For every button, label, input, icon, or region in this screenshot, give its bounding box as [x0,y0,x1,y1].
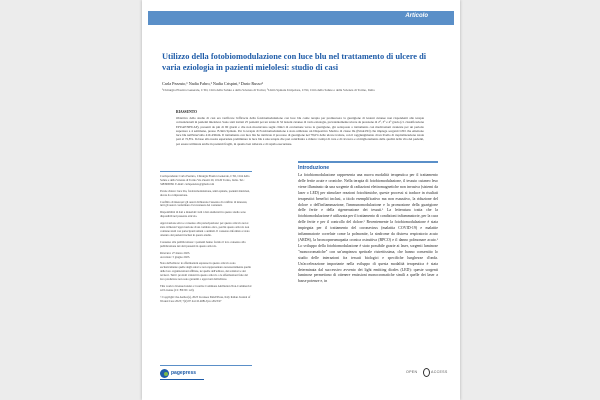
copyright-statement: ©Copyright: the Author(s), 2023 Licensee PAGEPress, Italy Italian Journal of Wound Care 2023; 7(2):97 doi:10.4081/ijwc.2023.97 [160,294,251,303]
accepted-date: Accettato: 5 giugno 2023. [160,254,191,259]
license-statement: This work is licensed under a Creative Commons Attribution Non-Commercial 4.0 License (CC BY-NC 4.0). [160,283,252,292]
correspondence: Corrispondente: Carla Pezzuto, Chirurgia Plastica Generale, CTO, Città della Salute e della Scienza di Torino Via Zuretti 29, 10126 Torino, Italia. Tel.: 3483900991 E-mail: carlapezzuto@gmail.com [160,174,250,186]
keywords: Parole chiave: luce blu, fotobiomodulazione, unità spinale, pazienti mielolesi, ulcere da compressione. [160,188,250,197]
publication-consent: Consenso alla pubblicazione: i pazienti hanno fornito il loro consenso alla pubblicazione dei dati presenti in questo articolo. [160,239,246,248]
open-access-logo [406,368,448,380]
publisher-logo [160,368,204,380]
abstract-heading: RIASSUNTO [176,110,197,114]
intro-heading: Introduzione [298,165,330,171]
article-title: Utilizzo della fotobiomodulazione con luce blu nel trattamento di ulcere di varia eziologia in pazienti mielolesi: studio di casi [162,52,427,72]
publisher-note: Nota dell'editore: le affermazioni espresse in questo articolo sono esclusivamente quelle degli autori e non rappresentano necessariamente quelle delle loro organizzazioni affiliate, né quelle dell'editore, dei redattori e dei revisori. Tutti i prodotti valutati in questo articolo o le affermazioni fatte dal loro produttore non sono garantiti o approvati dall'editore. [160,261,251,282]
conflict-of-interest: Conflitto di interessi: gli autori dichiarano l'assenza di conflitto di interessi, tutti gli autori confermano l'accuratezza dei contenuti. [160,199,248,208]
article-info-sidebar [160,171,252,366]
open-access-left: OPEN [406,370,418,374]
ethics-statement: Approvazione etica e consenso alla partecipazione: per questo articolo non è stata richiesta l'approvazione di un comitato etico, perché questo articolo non contiene studi con partecipanti umani o animali. Il consenso informato è stato ottenuto dai pazienti inclusi in questo studio. [160,221,250,237]
intro-text: La fotobiomodulazione rappresenta una nuova modalità terapeutica per il trattamento delle ferite acute e croniche. Nella terapia di fotobiomodulazione, il tessuto cutaneo leso viene illuminato da una sorgente di radiazioni elettromagnetiche non invasiva (sistemi da laser o LED) per stimolare reazioni fotochimiche, queste processi si traduce in risultati terapeutici benefici inclusi, a titolo esemplificativo ma non esaustivo, la riduzione del dolore o dell'infiammazione, l'immunomodulazione e la promozione della guarigione delle ferite e della rigenerazione dei tessuti.¹ La letteratura tratta che la fotobiomodulazione è utilizzata per il trattamento di condizioni infiammatorie, per la cura delle ferite e per il controllo del dolore.² Recentemente la fotobiomodulazione è stata impiegata per il trattamento del coronavirus (malattia COVID-19) e malattie infiammatorie correlate come la polmonite, la sindrome da distress respiratorio acuto (ARDS), la broncopneumopatia cronica ostruttiva (BPCO) e il danno polmonare acuto.³ Lo sviluppo della fotobiomodulazione è stato possibile grazie ai laser, sorgenti luminose "monocromatiche" con un'ampiezza spettrale ristrettissima, che hanno consentito lo studio delle interazioni fra tessuti biologici e specifiche lunghezze d'onda. Un'accelerazione importante nella sviluppo di questa modalità terapeutica è stata determinata dal successivo avvento dei light emitting diodes (LED): queste sorgenti luminose permettono di ottenere emissioni monocromatiche simili a quelle dei laser a basse potenze e, in [298,173,438,284]
open-access-lock-icon [423,368,430,377]
affiliations: ¹Chirurgia Plastica Generale, CTO, Città della Salute e della Scienza di Torino; ²Unità Spinale Unipolare, CTO, Città della Salute e della Scienza di Torino, Italia [162,88,375,92]
author-list: Carla Pezzuto,¹ Nadia Fabro,¹ Nadia Crispini,¹ Dario Russo² [162,81,263,86]
section-label: Articolo [405,13,428,19]
section-divider [298,161,438,163]
received-date: Ricevuto: 27 marzo 2023. [160,250,191,255]
abstract-text: Obiettivo dello studio di casi era verificare l'efficacia della fotobiomodulazione con luce blu come terapia per promuovere la guarigione di lesioni cutanee non rispondenti alle terapie convenzionali in pazienti mielolesi. Sono stati trattati 25 pazienti per un totale di 32 lesioni cutanee di varia eziologia, prevalentemente ulcere da pressione di 2°, 3° e 4° grado (cl. classificazione EPUAP/NPUAP), presenti da più di 90 giorni e che non mostravano segni clinici di evoluzione verso la guarigione, già sottoposte a trattamento con medicazioni avanzate per un periodo superiore a 4 settimane, presso l'Unità Spinale. Per la terapia di Fotobiomodulazione è stato utilizzato un Dispositivo Medico di classe IIa (EmoLED) che impiega sorgenti LED che emettono luce blu nell'intervallo 410-430nm. Il trattamento con luce blu ha riattivato il processo di guarigione nel 78,6% delle ulcere trattate, con il raggiungimento di un livello di riepitelizzazione totale pari al 72,8%. In base alla nostra esperienza preliminare la luce blu è una terapia che può contribuire a ridurre i tempi di cura e di ricovero e al miglioramento della qualità della vita dei pazienti, poi essere utilizzata anche in pazienti fragili, in quanto ben tollerata e di rapida esecuzione. [176,116,424,146]
open-access-right: ACCESS [431,370,448,374]
article-page [142,0,460,400]
publisher-logo-underline [160,379,204,380]
header-band [148,11,454,25]
publisher-name: pagepress [171,370,197,376]
data-availability: Disponibilità di dati e materiali: tutti i dati analizzati in questo studio sono disponibili nel presente articolo. [160,210,246,219]
publisher-logo-accent [164,372,168,376]
